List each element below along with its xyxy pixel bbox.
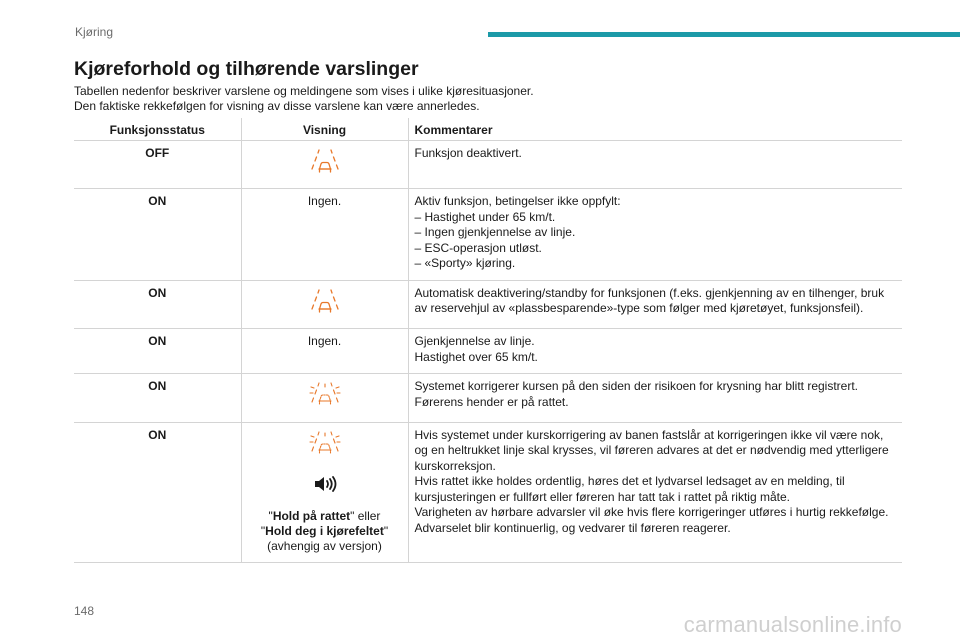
table-header-row [74,118,902,140]
comment-line: kursjusteringen er fullført eller føreren har tatt tak i rattet på riktig måte. [414,489,790,504]
status-cell: OFF [74,140,241,189]
status-cell: ON [74,280,241,329]
comment-cell [408,374,902,423]
display-cell: Ingen. [241,189,408,281]
comment-line: Varigheten av hørbare advarsler vil øke hvis flere korrigeringer utføres i hurtig rekkefølge. [414,505,889,519]
comment-line: Automatisk deaktivering/standby for funksjonen (f.eks. gjenkjenning av en tilhenger, bruk [414,285,885,300]
message-stay-in-lane: Hold deg i kjørefeltet [265,523,384,538]
comment-cell [408,280,902,329]
status-cell: ON [74,329,241,374]
comment-line: Førerens hender er på rattet. [414,394,569,409]
status-table [74,118,902,563]
intro-line: Den faktiske rekkefølgen for visning av disse varslene kan være annerledes. [74,99,480,113]
comment-line: Hastighet over 65 km/t. [414,349,538,364]
display-cell [241,374,408,423]
display-cell [241,280,408,329]
header-kommentarer: Kommentarer [408,118,902,140]
comment-cell [408,329,902,374]
comment-line: – ESC-operasjon utløst. [414,240,542,255]
header-funksjonsstatus: Funksjonsstatus [74,118,241,140]
intro-text [74,84,534,114]
comment-cell [408,189,902,281]
display-cell [241,422,408,562]
comment-line: – Hastighet under 65 km/t. [414,209,556,224]
page-number: 148 [74,604,95,618]
message-hold-wheel: Hold på rattet [272,508,351,523]
comment-line: Hvis rattet ikke holdes ordentlig, høres det et lydvarsel ledsaget av en melding, til [414,474,845,488]
voice-message [248,509,402,554]
status-cell: ON [74,189,241,281]
comment-cell [408,422,902,562]
status-cell: ON [74,374,241,423]
header-visning: Visning [241,118,408,140]
display-cell [241,140,408,189]
quote: " [268,508,273,523]
table-row [74,189,902,281]
table-row [74,280,902,329]
section-label: Kjøring [75,25,114,39]
page-title: Kjøreforhold og tilhørende varslinger [74,58,419,80]
comment-line: – «Sporty» kjøring. [414,256,516,270]
comment-line: og en heltrukket linje skal krysses, vil føreren advares at det er nødvendig med ytterligere [414,443,889,457]
watermark: carmanualsonline.info [683,612,902,637]
lane-keeping-active-icon [309,381,341,414]
version-note: (avhengig av versjon) [267,538,382,553]
lane-departure-off-icon [310,288,340,321]
comment-cell [408,140,902,189]
comment-line: av reservehjul av «plassbesparende»-type som følger med kjøretøyet, funksjonsfeil). [414,301,864,315]
display-cell: Ingen. [241,329,408,374]
lane-departure-off-icon [310,148,340,181]
comment-line: kurskorreksjon. [414,458,496,473]
comment-line: Advarselet blir kontinuerlig, og vedvarer til føreren reagerer. [414,520,731,535]
intro-line: Tabellen nedenfor beskriver varslene og meldingene som vises i ulike kjøresituasjoner. [74,84,534,98]
comment-line: Gjenkjennelse av linje. [414,334,535,348]
table-row [74,422,902,562]
quote: " [260,523,266,538]
status-cell: ON [74,422,241,562]
speaker-icon [313,474,337,499]
quote: " [383,523,389,538]
header-accent-bar [488,32,960,37]
table-row [74,374,902,423]
table-row [74,329,902,374]
comment-line: Aktiv funksjon, betingelser ikke oppfylt: [414,194,621,208]
table-row [74,140,902,189]
comment-line: Hvis systemet under kurskorrigering av banen fastslår at korrigeringen ikke vil være nok, [414,427,884,442]
comment-line: – Ingen gjenkjennelse av linje. [414,225,576,239]
comment-line: Funksjon deaktivert. [414,145,522,160]
comment-line: Systemet korrigerer kursen på den siden der risikoen for krysning har blitt registrert. [414,379,859,393]
quote-or: " eller [350,508,381,523]
lane-keeping-active-icon [309,430,341,463]
